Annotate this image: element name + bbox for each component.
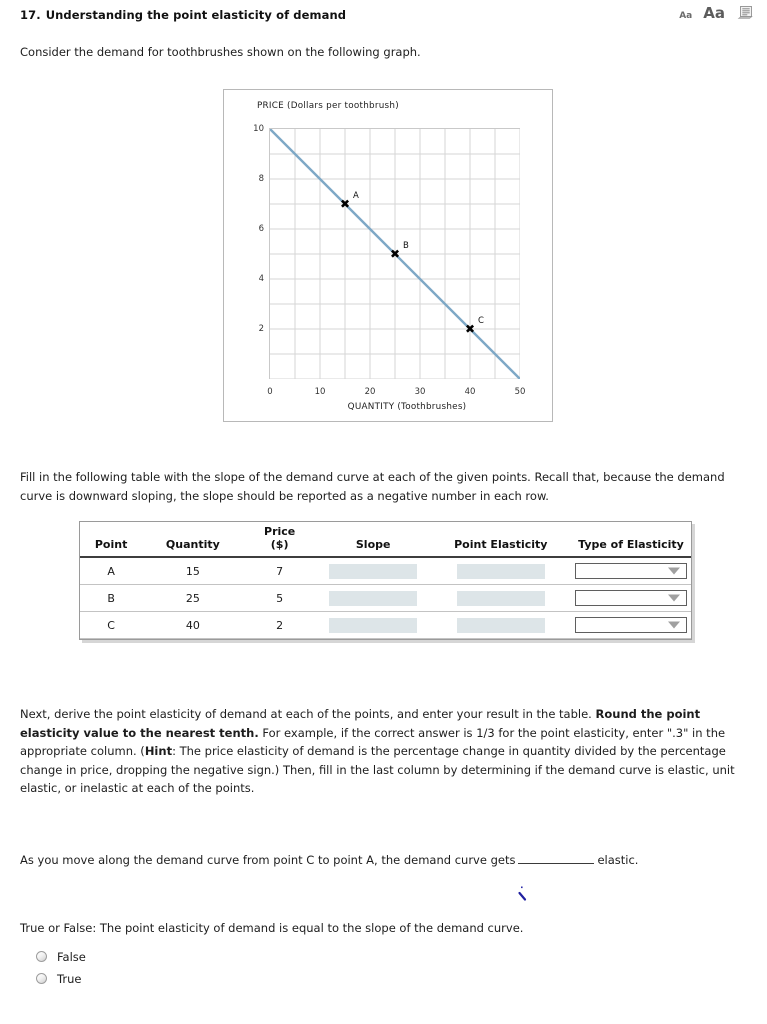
cell-price-c: 2	[243, 612, 315, 639]
point-label-c: C	[478, 316, 484, 326]
table-row	[80, 612, 691, 639]
graph-plot-area	[253, 124, 526, 397]
radio-option-true[interactable]	[36, 969, 86, 988]
cell-type-a	[571, 557, 691, 585]
instr2-part3: : The price elasticity of demand is the percentage change in quantity divided by the percentage change in price, dropping the negative sign.) Then, fill in the last column by determining if the demand curve is elastic, unit elastic, or inelastic at each of the points.	[20, 744, 735, 795]
page-title	[20, 8, 346, 22]
fill-in-blank-sentence	[20, 851, 750, 870]
y-tick-2: 2	[258, 324, 264, 334]
radio-label-true: True	[57, 971, 82, 986]
table-header-row	[80, 522, 691, 557]
elasticity-table-container	[79, 521, 692, 640]
cell-point-c: C	[80, 612, 142, 639]
y-tick-8: 8	[258, 174, 264, 184]
elasticity-blank-input[interactable]	[518, 852, 594, 864]
radio-button-icon[interactable]	[36, 951, 47, 962]
th-price-line1: Price	[264, 525, 296, 538]
question-title-text: Understanding the point elasticity of demand	[45, 8, 347, 22]
instr2-part1: Next, derive the point elasticity of demand at each of the points, and enter your result in the table.	[20, 707, 596, 721]
slope-input-b[interactable]	[329, 591, 417, 606]
cell-point-elasticity-c	[431, 612, 571, 639]
cell-point-a: A	[80, 557, 142, 585]
cell-quantity-c: 40	[142, 612, 243, 639]
slope-input-a[interactable]	[329, 564, 417, 579]
increase-font-size-icon[interactable]: Aa	[703, 4, 725, 22]
question-number: 17.	[20, 8, 41, 22]
chevron-down-icon	[668, 568, 680, 575]
cell-point-elasticity-a	[431, 557, 571, 585]
cell-price-b: 5	[243, 585, 315, 612]
point-marker-a: ✖	[339, 197, 351, 211]
instr2-bold2: Hint	[144, 744, 173, 758]
point-elasticity-input-c[interactable]	[457, 618, 545, 633]
instr2-part2: For example, if the correct answer is 1/3 for the point elasticity, enter ".3" in the appropriate column. (	[20, 725, 726, 758]
th-price	[243, 522, 315, 557]
cell-quantity-a: 15	[142, 557, 243, 585]
type-of-elasticity-select-c[interactable]	[575, 617, 687, 633]
cell-slope-b	[316, 585, 431, 612]
header-toolbar	[679, 5, 753, 21]
radio-label-false: False	[57, 949, 86, 964]
print-icon[interactable]	[736, 5, 753, 21]
slope-input-c[interactable]	[329, 618, 417, 633]
question-header	[0, 0, 767, 34]
point-label-b: B	[403, 241, 409, 251]
y-tick-6: 6	[258, 224, 264, 234]
demand-curve-graph	[223, 89, 553, 422]
elasticity-table	[80, 522, 691, 639]
x-tick-10: 10	[314, 387, 326, 397]
true-false-prompt: True or False: The point elasticity of demand is equal to the slope of the demand curve.	[20, 921, 524, 935]
point-marker-b: ✖	[389, 247, 401, 261]
table-row	[80, 585, 691, 612]
point-elasticity-input-a[interactable]	[457, 564, 545, 579]
true-false-radio-group	[36, 947, 86, 991]
th-point: Point	[80, 522, 142, 557]
instructions-slope: Fill in the following table with the slope of the demand curve at each of the given points. Recall that, because the demand curve is downward sloping, the slope should be reported as a negative number in each row.	[20, 470, 725, 503]
cell-slope-a	[316, 557, 431, 585]
th-point-elasticity: Point Elasticity	[431, 522, 571, 557]
y-tick-10: 10	[253, 124, 264, 134]
instructions-point-elasticity	[20, 705, 750, 798]
type-of-elasticity-select-b[interactable]	[575, 590, 687, 606]
x-tick-50: 50	[514, 387, 526, 397]
table-row	[80, 557, 691, 585]
point-marker-c: ✖	[464, 322, 476, 336]
graph-y-axis-title: PRICE (Dollars per toothbrush)	[257, 101, 399, 111]
point-elasticity-input-b[interactable]	[457, 591, 545, 606]
x-tick-20: 20	[364, 387, 376, 397]
cell-type-b	[571, 585, 691, 612]
pen-stroke-artifact	[516, 886, 532, 904]
th-type-of-elasticity: Type of Elasticity	[571, 522, 691, 557]
y-tick-4: 4	[258, 274, 264, 284]
x-tick-30: 30	[414, 387, 426, 397]
radio-option-false[interactable]	[36, 947, 86, 966]
fill-blank-after: elastic.	[597, 853, 639, 867]
cell-slope-c	[316, 612, 431, 639]
graph-x-axis-title: QUANTITY (Toothbrushes)	[347, 402, 467, 412]
x-tick-40: 40	[464, 387, 476, 397]
x-tick-0: 0	[267, 387, 273, 397]
type-of-elasticity-select-a[interactable]	[575, 563, 687, 579]
intro-paragraph: Consider the demand for toothbrushes shown on the following graph.	[20, 45, 421, 59]
cell-point-b: B	[80, 585, 142, 612]
cell-quantity-b: 25	[142, 585, 243, 612]
th-quantity: Quantity	[142, 522, 243, 557]
radio-button-icon[interactable]	[36, 973, 47, 984]
chevron-down-icon	[668, 622, 680, 629]
chevron-down-icon	[668, 595, 680, 602]
th-price-line2: ($)	[270, 538, 289, 551]
cell-point-elasticity-b	[431, 585, 571, 612]
th-slope: Slope	[316, 522, 431, 557]
cell-price-a: 7	[243, 557, 315, 585]
point-label-a: A	[353, 191, 359, 201]
cell-type-c	[571, 612, 691, 639]
fill-blank-before: As you move along the demand curve from point C to point A, the demand curve gets	[20, 853, 516, 867]
instr2-bold1: Round the point elasticity value to the nearest tenth.	[20, 707, 701, 740]
decrease-font-size-icon[interactable]: Aa	[679, 10, 693, 21]
